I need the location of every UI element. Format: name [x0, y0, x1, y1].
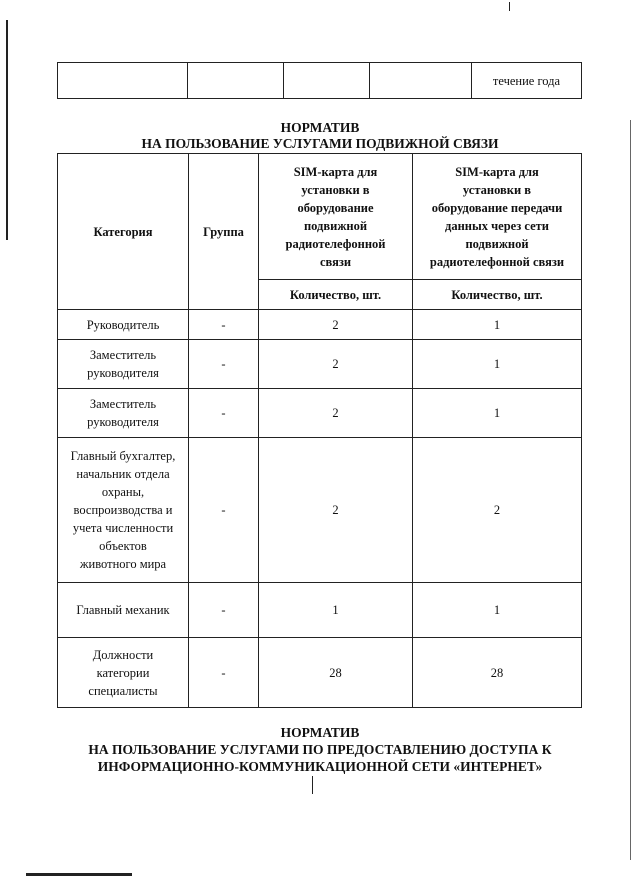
table-row: [58, 340, 582, 389]
cell-sim-data-qty: 1: [413, 310, 582, 340]
header-line: оборудование передачи: [431, 200, 563, 215]
cell-sim-data-qty: 2: [413, 438, 582, 583]
cell-sim-phone-qty: 1: [259, 583, 413, 638]
section2-title: НОРМАТИВ: [280, 725, 360, 740]
category-line: Главный механик: [76, 603, 170, 617]
table-row: [58, 63, 582, 99]
table-body: [58, 310, 582, 708]
category-line: Заместитель: [89, 397, 157, 411]
cell-group: -: [189, 340, 259, 389]
cell-group: -: [189, 583, 259, 638]
table-row: [58, 310, 582, 340]
category-line: Руководитель: [86, 317, 160, 332]
header-line: SIM-карта для: [455, 164, 539, 179]
table-header-row: [58, 154, 582, 280]
header-line: радиотелефонной связи: [429, 254, 565, 269]
section2-line1: НА ПОЛЬЗОВАНИЕ УСЛУГАМИ ПО ПРЕДОСТАВЛЕНИЮ ДОСТУПА К: [88, 742, 552, 757]
category-line: Заместитель: [89, 348, 157, 362]
section2-line2: ИНФОРМАЦИОННО-КОММУНИКАЦИОННОЙ СЕТИ «ИНТЕРНЕТ»: [97, 759, 543, 774]
cell-sim-phone-qty: 2: [259, 389, 413, 438]
category-line: руководителя: [87, 415, 159, 429]
header-category: Категория: [58, 154, 189, 310]
table-row: [58, 638, 582, 708]
header-sim-data: [413, 154, 582, 280]
table-row: [58, 583, 582, 638]
header-line: подвижной: [303, 218, 368, 233]
category-line: категории: [96, 665, 150, 680]
header-qty-phone: Количество, шт.: [259, 280, 413, 310]
section1-title: НОРМАТИВ: [280, 120, 360, 135]
cell-group: -: [189, 438, 259, 583]
cell-group: -: [189, 389, 259, 438]
header-line: связи: [319, 254, 352, 269]
category-line: воспроизводства и: [73, 503, 173, 517]
cell-category: [58, 583, 189, 638]
table-cell: течение года: [472, 63, 582, 99]
header-line: подвижной: [465, 236, 529, 251]
cell-sim-data-qty: 28: [413, 638, 582, 708]
cell-category: [58, 389, 189, 438]
cell-category: [58, 438, 189, 583]
header-sim-phone: [259, 154, 413, 280]
category-line: руководителя: [87, 366, 159, 380]
header-line: данных через сети: [445, 218, 549, 233]
cell-sim-phone-qty: 2: [259, 340, 413, 389]
category-line: охраны,: [101, 485, 145, 499]
section1-subtitle: НА ПОЛЬЗОВАНИЕ УСЛУГАМИ ПОДВИЖНОЙ СВЯЗИ: [141, 136, 499, 151]
header-group: Группа: [189, 154, 259, 310]
table-cell: [188, 63, 284, 99]
mobile-services-norm-table: [57, 153, 582, 708]
header-line: оборудование: [297, 200, 374, 215]
cell-sim-data-qty: 1: [413, 389, 582, 438]
cell-category: [58, 638, 189, 708]
category-line: объектов: [99, 539, 147, 553]
header-line: установки в: [301, 182, 370, 197]
table-row: [58, 389, 582, 438]
table-row: [58, 438, 582, 583]
scan-mark-center-tick: [312, 776, 313, 794]
category-line: специалисты: [88, 683, 158, 698]
header-line: SIM-карта для: [293, 164, 378, 179]
cell-category: [58, 310, 189, 340]
header-qty-data: Количество, шт.: [413, 280, 582, 310]
cell-sim-phone-qty: 2: [259, 438, 413, 583]
cell-sim-data-qty: 1: [413, 340, 582, 389]
scan-mark-top-tick: [509, 2, 510, 11]
category-line: Главный бухгалтер,: [70, 449, 176, 463]
table-cell: [284, 63, 370, 99]
category-line: животного мира: [79, 557, 167, 571]
header-line: установки в: [462, 182, 532, 197]
cell-sim-data-qty: 1: [413, 583, 582, 638]
cell-category: [58, 340, 189, 389]
cell-group: -: [189, 310, 259, 340]
category-line: Должности: [92, 647, 154, 662]
table-cell: [370, 63, 472, 99]
category-line: учета численности: [72, 521, 174, 535]
cell-sim-phone-qty: 28: [259, 638, 413, 708]
table-cell: [58, 63, 188, 99]
category-line: начальник отдела: [76, 467, 170, 481]
previous-table-fragment: [57, 62, 582, 99]
cell-sim-phone-qty: 2: [259, 310, 413, 340]
cell-group: -: [189, 638, 259, 708]
scan-mark-bottom-bar: [26, 873, 132, 876]
header-line: радиотелефонной: [285, 236, 386, 251]
